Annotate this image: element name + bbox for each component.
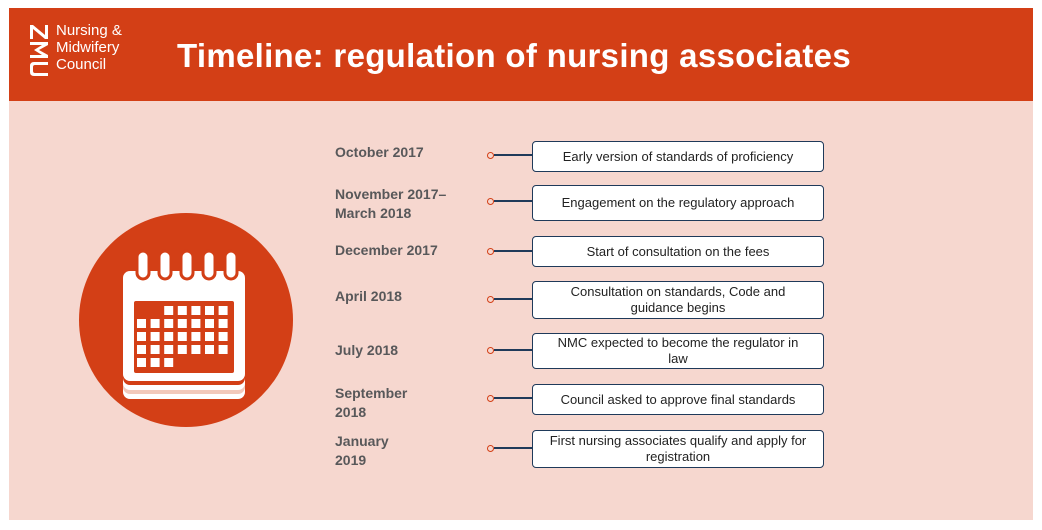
- timeline-connector: [494, 154, 532, 156]
- timeline-dot: [487, 296, 494, 303]
- timeline-event-text: Council asked to approve final standards: [560, 391, 796, 407]
- timeline-connector: [494, 447, 532, 449]
- timeline-connector: [494, 397, 532, 399]
- timeline-event-box: [532, 236, 824, 267]
- logo-wordmark: [56, 22, 122, 73]
- timeline-date: [335, 287, 402, 306]
- timeline-event-box: [532, 333, 824, 369]
- timeline-date: [335, 241, 438, 260]
- timeline-date-line: March 2018: [335, 205, 412, 221]
- timeline-date-line: October 2017: [335, 144, 424, 160]
- timeline-event-box: [532, 141, 824, 172]
- timeline-connector: [494, 200, 532, 202]
- timeline-event-box: [532, 430, 824, 468]
- timeline-connector: [494, 298, 532, 300]
- timeline-date: [335, 384, 407, 422]
- timeline-date-line: 2018: [335, 404, 367, 420]
- timeline-event-text: NMC expected to become the regulator in law: [557, 335, 799, 366]
- timeline-event-box: [532, 384, 824, 415]
- timeline-event-box: [532, 185, 824, 221]
- timeline-date-line: July 2018: [335, 342, 399, 358]
- timeline-event-text: Early version of standards of proficiency: [562, 148, 794, 164]
- logo-line: Nursing &: [56, 22, 122, 39]
- timeline-date: [335, 432, 389, 470]
- timeline-event-text: Start of consultation on the fees: [586, 243, 770, 259]
- timeline-dot: [487, 198, 494, 205]
- timeline-dot: [487, 248, 494, 255]
- timeline-dot: [487, 347, 494, 354]
- header-bar: [9, 8, 1033, 101]
- timeline-event-text: First nursing associates qualify and apply for registration: [549, 433, 807, 464]
- timeline-event-box: [532, 281, 824, 319]
- timeline-date: [335, 143, 424, 162]
- timeline-dot: [487, 152, 494, 159]
- timeline-event-text: Consultation on standards, Code and guidance begins: [570, 284, 786, 315]
- timeline-date-line: April 2018: [335, 288, 402, 304]
- timeline-date-line: November 2017–: [335, 186, 447, 202]
- timeline-date-line: January: [335, 433, 389, 449]
- page-title: Timeline: regulation of nursing associates: [177, 37, 851, 74]
- calendar-icon: [79, 213, 293, 427]
- timeline-connector: [494, 349, 532, 351]
- timeline-date: [335, 341, 398, 360]
- nmc-logo-icon: [29, 22, 49, 80]
- timeline-date: [335, 185, 446, 223]
- timeline-dot: [487, 395, 494, 402]
- timeline-date-line: 2019: [335, 452, 367, 468]
- logo-line: Midwifery: [56, 39, 120, 56]
- timeline-event-text: Engagement on the regulatory approach: [561, 195, 795, 210]
- infographic: [9, 8, 1033, 520]
- timeline-connector: [494, 250, 532, 252]
- timeline-date-line: September: [335, 385, 408, 401]
- timeline-dot: [487, 445, 494, 452]
- logo-line: Council: [56, 56, 107, 73]
- timeline-date-line: December 2017: [335, 242, 438, 258]
